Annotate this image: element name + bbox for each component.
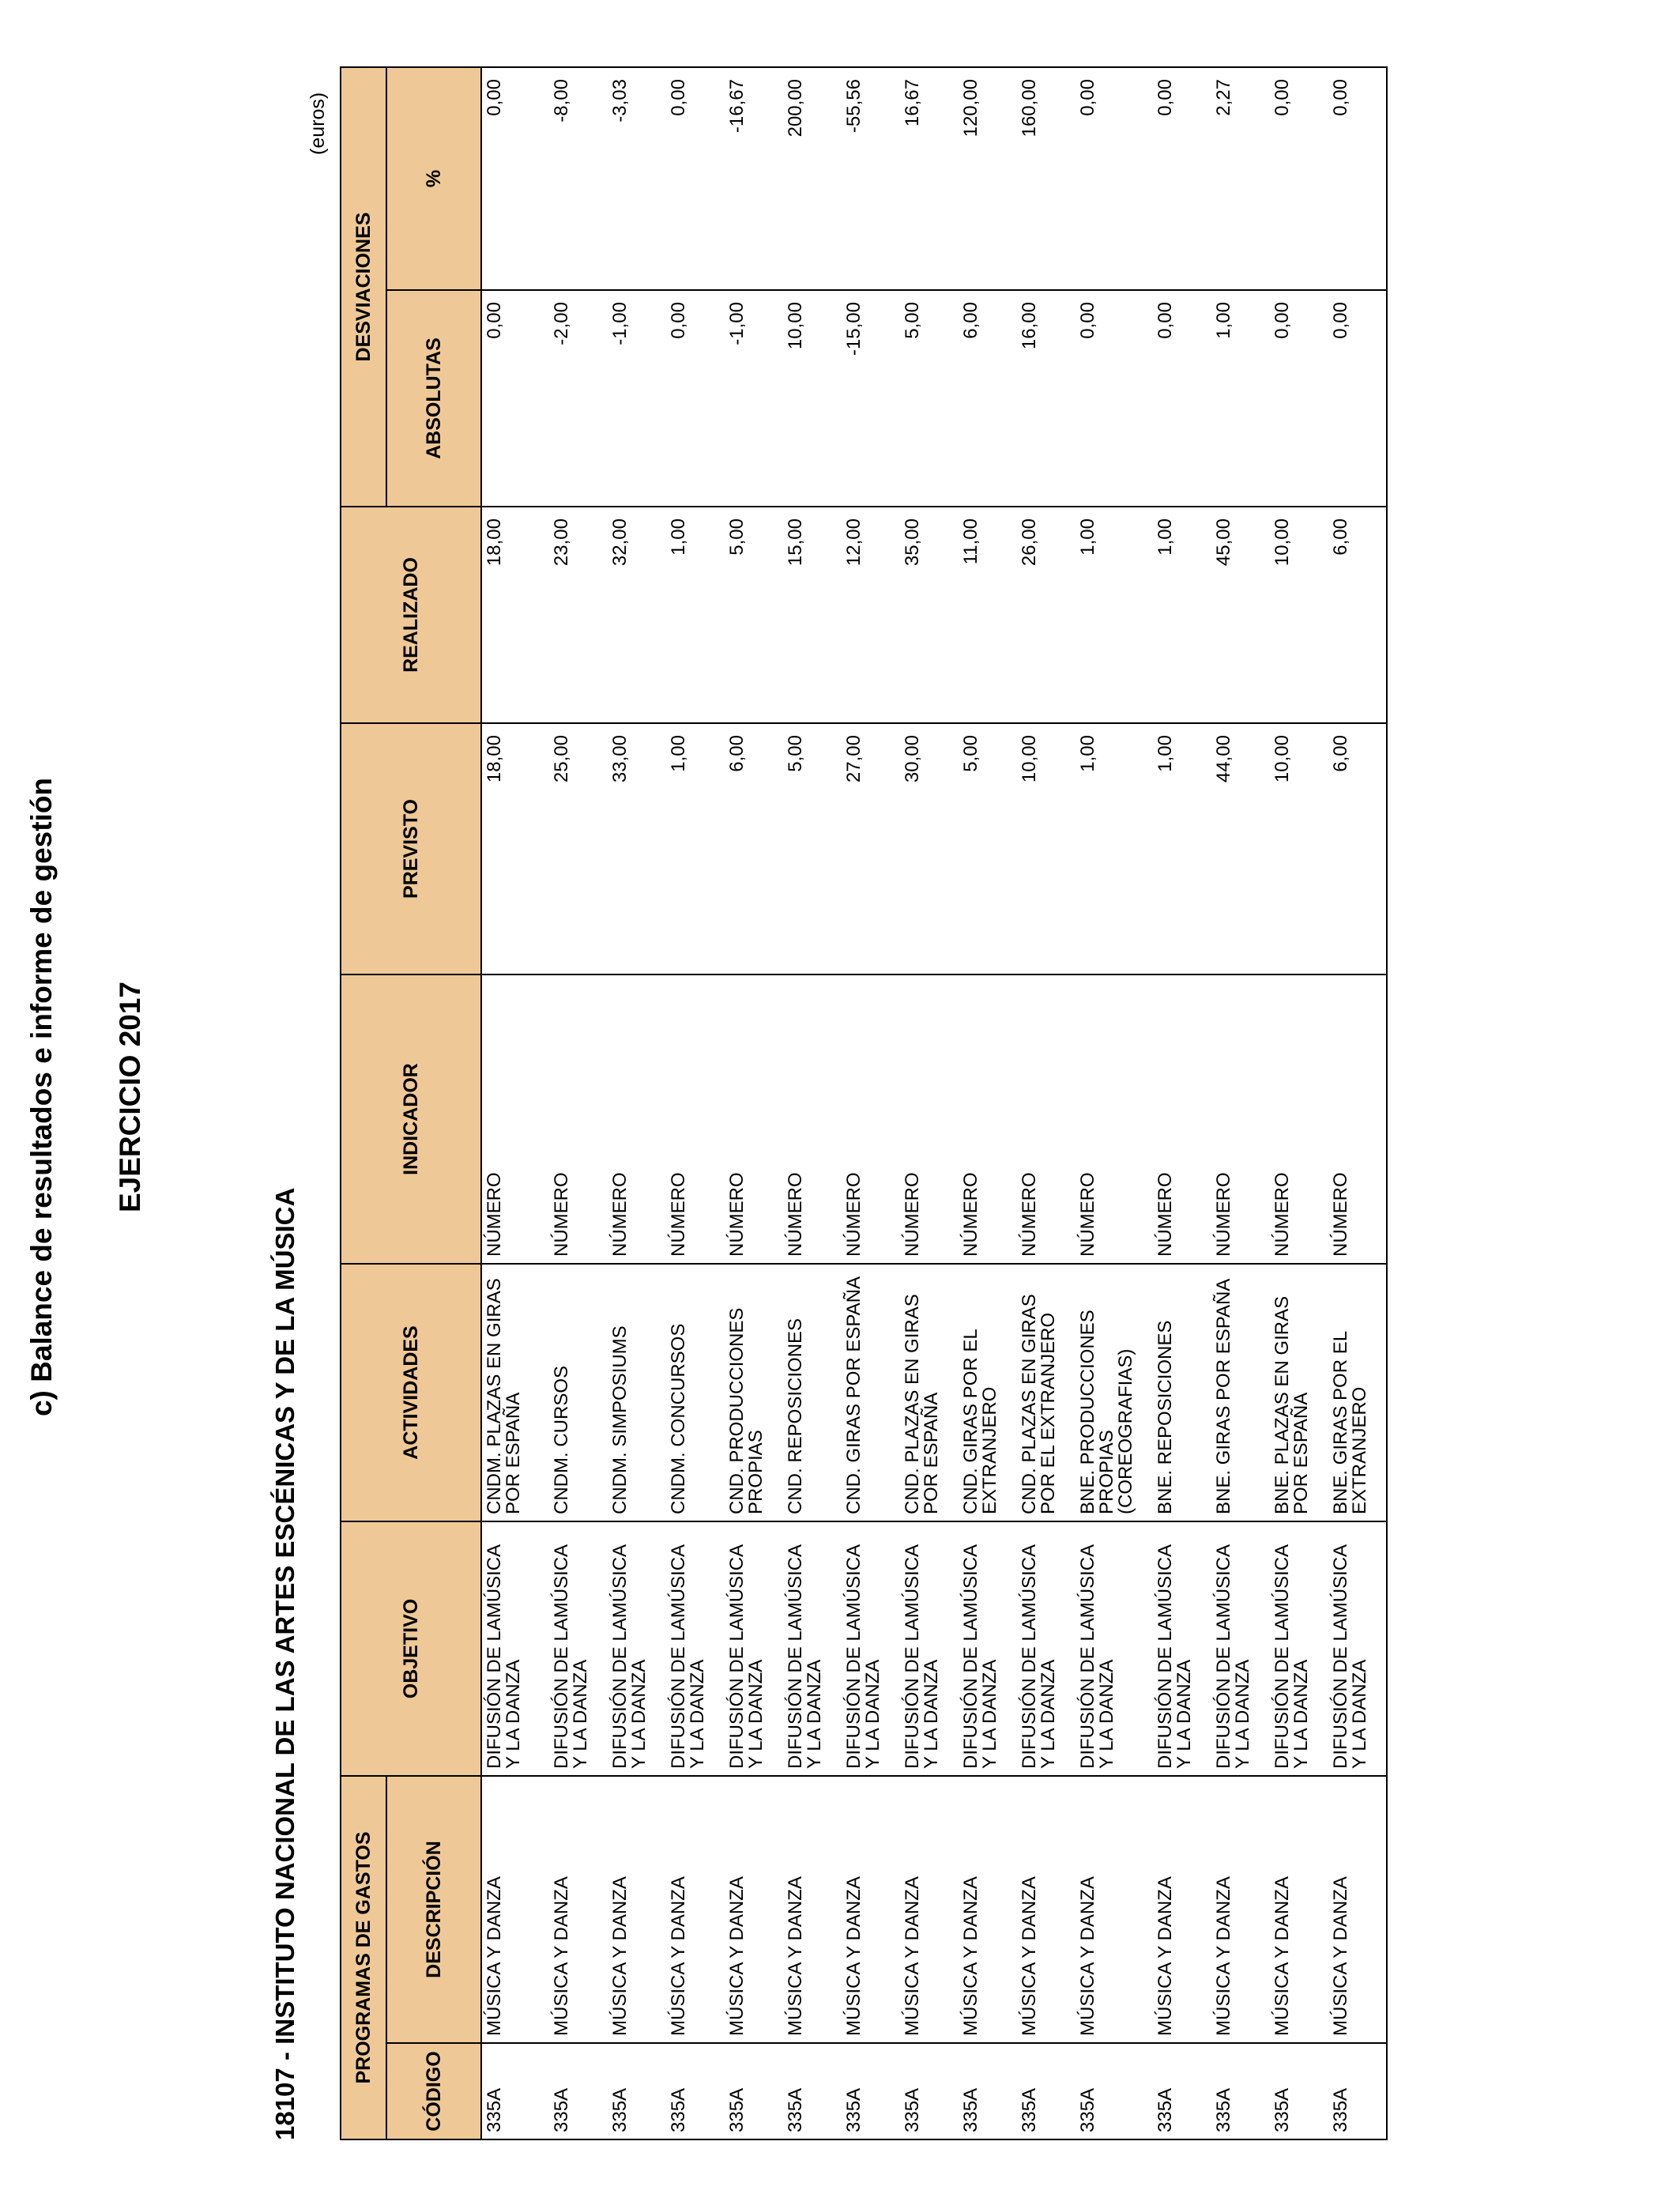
table-row: [783, 67, 842, 2139]
cell-actividades: CND. PLAZAS EN GIRAS POR EL EXTRANJERO: [1017, 1264, 1075, 1521]
cell-actividades: BNE. GIRAS POR ESPAÑA: [1211, 1264, 1270, 1521]
cell-actividades: BNE. PLAZAS EN GIRAS POR ESPAÑA: [1270, 1264, 1328, 1521]
cell-porcentaje: 200,00: [783, 67, 842, 290]
cell-actividades: CND. GIRAS POR ESPAÑA: [842, 1264, 900, 1521]
cell-realizado: 18,00: [481, 507, 549, 723]
cell-realizado: 35,00: [900, 507, 959, 723]
cell-descripcion: MÚSICA Y DANZA: [1211, 1776, 1270, 2043]
cell-actividades: CND. GIRAS POR EL EXTRANJERO: [959, 1264, 1017, 1521]
cell-porcentaje: 0,00: [1153, 67, 1211, 290]
cell-descripcion: MÚSICA Y DANZA: [608, 1776, 666, 2043]
cell-porcentaje: -8,00: [549, 67, 608, 290]
cell-previsto: 6,00: [1328, 723, 1387, 974]
cell-realizado: 1,00: [666, 507, 725, 723]
cell-realizado: 26,00: [1017, 507, 1075, 723]
cell-objetivo: DIFUSIÓN DE LAMÚSICA Y LA DANZA: [900, 1521, 959, 1776]
cell-codigo: 335A: [1017, 2043, 1075, 2139]
cell-descripcion: MÚSICA Y DANZA: [725, 1776, 783, 2043]
table-row: [1017, 67, 1075, 2139]
unit-label: (euros): [307, 92, 329, 155]
cell-absolutas: 16,00: [1017, 290, 1075, 507]
cell-absolutas: 5,00: [900, 290, 959, 507]
cell-indicador: NÚMERO: [481, 974, 549, 1264]
cell-descripcion: MÚSICA Y DANZA: [549, 1776, 608, 2043]
table-body: [481, 67, 1387, 2139]
cell-previsto: 18,00: [481, 723, 549, 974]
table-row: [481, 67, 549, 2139]
cell-actividades: CNDM. CONCURSOS: [666, 1264, 725, 1521]
table-row: [900, 67, 959, 2139]
cell-codigo: 335A: [783, 2043, 842, 2139]
cell-absolutas: 0,00: [1153, 290, 1211, 507]
cell-descripcion: MÚSICA Y DANZA: [783, 1776, 842, 2043]
cell-actividades: BNE. GIRAS POR EL EXTRANJERO: [1328, 1264, 1387, 1521]
cell-realizado: 12,00: [842, 507, 900, 723]
cell-objetivo: DIFUSIÓN DE LAMÚSICA Y LA DANZA: [1328, 1521, 1387, 1776]
cell-actividades: CNDM. SIMPOSIUMS: [608, 1264, 666, 1521]
header-codigo: CÓDIGO: [386, 2043, 481, 2139]
cell-absolutas: -2,00: [549, 290, 608, 507]
cell-absolutas: 0,00: [1270, 290, 1328, 507]
cell-descripcion: MÚSICA Y DANZA: [1075, 1776, 1153, 2043]
cell-indicador: NÚMERO: [1270, 974, 1328, 1264]
table-row: [959, 67, 1017, 2139]
cell-actividades: CND. PLAZAS EN GIRAS POR ESPAÑA: [900, 1264, 959, 1521]
cell-indicador: NÚMERO: [959, 974, 1017, 1264]
cell-codigo: 335A: [725, 2043, 783, 2139]
cell-absolutas: 0,00: [1075, 290, 1153, 507]
cell-objetivo: DIFUSIÓN DE LAMÚSICA Y LA DANZA: [959, 1521, 1017, 1776]
cell-porcentaje: 160,00: [1017, 67, 1075, 290]
cell-codigo: 335A: [842, 2043, 900, 2139]
cell-objetivo: DIFUSIÓN DE LAMÚSICA Y LA DANZA: [666, 1521, 725, 1776]
header-realizado: REALIZADO: [341, 507, 481, 723]
cell-codigo: 335A: [1270, 2043, 1328, 2139]
header-indicador: INDICADOR: [341, 974, 481, 1264]
cell-realizado: 5,00: [725, 507, 783, 723]
header-actividades: ACTIVIDADES: [341, 1264, 481, 1521]
cell-objetivo: DIFUSIÓN DE LAMÚSICA Y LA DANZA: [842, 1521, 900, 1776]
header-absolutas: ABSOLUTAS: [386, 290, 481, 507]
cell-indicador: NÚMERO: [608, 974, 666, 1264]
cell-codigo: 335A: [549, 2043, 608, 2139]
cell-objetivo: DIFUSIÓN DE LAMÚSICA Y LA DANZA: [1153, 1521, 1211, 1776]
entity-title: 18107 - INSTITUTO NACIONAL DE LAS ARTES ESCÉNICAS Y DE LA MÚSICA: [270, 1187, 299, 2140]
cell-absolutas: 0,00: [666, 290, 725, 507]
cell-porcentaje: -55,56: [842, 67, 900, 290]
cell-porcentaje: 0,00: [481, 67, 549, 290]
cell-previsto: 5,00: [959, 723, 1017, 974]
cell-indicador: NÚMERO: [1211, 974, 1270, 1264]
cell-porcentaje: 0,00: [1270, 67, 1328, 290]
cell-indicador: NÚMERO: [1328, 974, 1387, 1264]
cell-previsto: 1,00: [1075, 723, 1153, 974]
cell-realizado: 32,00: [608, 507, 666, 723]
cell-objetivo: DIFUSIÓN DE LAMÚSICA Y LA DANZA: [608, 1521, 666, 1776]
cell-porcentaje: 2,27: [1211, 67, 1270, 290]
table-row: [725, 67, 783, 2139]
cell-porcentaje: 0,00: [666, 67, 725, 290]
cell-objetivo: DIFUSIÓN DE LAMÚSICA Y LA DANZA: [1017, 1521, 1075, 1776]
cell-actividades: CNDM. CURSOS: [549, 1264, 608, 1521]
cell-descripcion: MÚSICA Y DANZA: [1017, 1776, 1075, 2043]
cell-descripcion: MÚSICA Y DANZA: [1270, 1776, 1328, 2043]
table-row: [1211, 67, 1270, 2139]
cell-indicador: NÚMERO: [1153, 974, 1211, 1264]
cell-absolutas: 1,00: [1211, 290, 1270, 507]
group-header-programas: PROGRAMAS DE GASTOS: [341, 1776, 386, 2139]
header-porcentaje: %: [386, 67, 481, 290]
cell-absolutas: 6,00: [959, 290, 1017, 507]
cell-realizado: 1,00: [1153, 507, 1211, 723]
cell-objetivo: DIFUSIÓN DE LAMÚSICA Y LA DANZA: [1211, 1521, 1270, 1776]
cell-previsto: 1,00: [1153, 723, 1211, 974]
cell-realizado: 23,00: [549, 507, 608, 723]
cell-absolutas: 10,00: [783, 290, 842, 507]
cell-objetivo: DIFUSIÓN DE LAMÚSICA Y LA DANZA: [725, 1521, 783, 1776]
table-row: [1328, 67, 1387, 2139]
cell-previsto: 5,00: [783, 723, 842, 974]
cell-previsto: 1,00: [666, 723, 725, 974]
cell-descripcion: MÚSICA Y DANZA: [900, 1776, 959, 2043]
table-row: [549, 67, 608, 2139]
cell-actividades: CND. PRODUCCIONES PROPIAS: [725, 1264, 783, 1521]
cell-descripcion: MÚSICA Y DANZA: [481, 1776, 549, 2043]
cell-actividades: CND. REPOSICIONES: [783, 1264, 842, 1521]
cell-indicador: NÚMERO: [549, 974, 608, 1264]
cell-objetivo: DIFUSIÓN DE LAMÚSICA Y LA DANZA: [1075, 1521, 1153, 1776]
cell-porcentaje: 0,00: [1075, 67, 1153, 290]
cell-actividades: CNDM. PLAZAS EN GIRAS POR ESPAÑA: [481, 1264, 549, 1521]
cell-absolutas: 0,00: [481, 290, 549, 507]
cell-objetivo: DIFUSIÓN DE LAMÚSICA Y LA DANZA: [783, 1521, 842, 1776]
cell-previsto: 33,00: [608, 723, 666, 974]
cell-indicador: NÚMERO: [900, 974, 959, 1264]
cell-realizado: 10,00: [1270, 507, 1328, 723]
cell-codigo: 335A: [481, 2043, 549, 2139]
table-row: [842, 67, 900, 2139]
cell-realizado: 1,00: [1075, 507, 1153, 723]
cell-absolutas: -1,00: [608, 290, 666, 507]
cell-actividades: BNE. PRODUCCIONES PROPIAS (COREOGRAFIAS): [1075, 1264, 1153, 1521]
table-row: [1075, 67, 1153, 2139]
header-objetivo: OBJETIVO: [341, 1521, 481, 1776]
cell-descripcion: MÚSICA Y DANZA: [666, 1776, 725, 2043]
cell-indicador: NÚMERO: [842, 974, 900, 1264]
cell-absolutas: 0,00: [1328, 290, 1387, 507]
cell-codigo: 335A: [1075, 2043, 1153, 2139]
cell-previsto: 6,00: [725, 723, 783, 974]
cell-realizado: 15,00: [783, 507, 842, 723]
group-header-desviaciones: DESVIACIONES: [341, 67, 386, 507]
cell-previsto: 27,00: [842, 723, 900, 974]
section-title: c) Balance de resultados e informe de gestión: [25, 777, 58, 1417]
cell-indicador: NÚMERO: [666, 974, 725, 1264]
table-row: [1153, 67, 1211, 2139]
cell-indicador: NÚMERO: [783, 974, 842, 1264]
cell-descripcion: MÚSICA Y DANZA: [842, 1776, 900, 2043]
cell-codigo: 335A: [1153, 2043, 1211, 2139]
cell-absolutas: -1,00: [725, 290, 783, 507]
cell-descripcion: MÚSICA Y DANZA: [959, 1776, 1017, 2043]
cell-realizado: 11,00: [959, 507, 1017, 723]
cell-absolutas: -15,00: [842, 290, 900, 507]
cell-porcentaje: -16,67: [725, 67, 783, 290]
cell-indicador: NÚMERO: [1075, 974, 1153, 1264]
cell-realizado: 45,00: [1211, 507, 1270, 723]
cell-porcentaje: -3,03: [608, 67, 666, 290]
report-table: [340, 66, 1388, 2140]
table-row: [608, 67, 666, 2139]
cell-codigo: 335A: [1328, 2043, 1387, 2139]
cell-descripcion: MÚSICA Y DANZA: [1328, 1776, 1387, 2043]
cell-porcentaje: 120,00: [959, 67, 1017, 290]
cell-descripcion: MÚSICA Y DANZA: [1153, 1776, 1211, 2043]
cell-previsto: 30,00: [900, 723, 959, 974]
header-previsto: PREVISTO: [341, 723, 481, 974]
cell-codigo: 335A: [666, 2043, 725, 2139]
cell-objetivo: DIFUSIÓN DE LAMÚSICA Y LA DANZA: [549, 1521, 608, 1776]
table-row: [666, 67, 725, 2139]
cell-previsto: 10,00: [1270, 723, 1328, 974]
cell-porcentaje: 16,67: [900, 67, 959, 290]
cell-codigo: 335A: [608, 2043, 666, 2139]
cell-porcentaje: 0,00: [1328, 67, 1387, 290]
header-descripcion: DESCRIPCIÓN: [386, 1776, 481, 2043]
cell-codigo: 335A: [900, 2043, 959, 2139]
cell-codigo: 335A: [959, 2043, 1017, 2139]
cell-codigo: 335A: [1211, 2043, 1270, 2139]
cell-realizado: 6,00: [1328, 507, 1387, 723]
cell-previsto: 44,00: [1211, 723, 1270, 974]
cell-actividades: BNE. REPOSICIONES: [1153, 1264, 1211, 1521]
table-row: [1270, 67, 1328, 2139]
cell-objetivo: DIFUSIÓN DE LAMÚSICA Y LA DANZA: [1270, 1521, 1328, 1776]
year-title: EJERCICIO 2017: [114, 981, 146, 1213]
cell-objetivo: DIFUSIÓN DE LAMÚSICA Y LA DANZA: [481, 1521, 549, 1776]
cell-previsto: 25,00: [549, 723, 608, 974]
cell-previsto: 10,00: [1017, 723, 1075, 974]
cell-indicador: NÚMERO: [1017, 974, 1075, 1264]
cell-indicador: NÚMERO: [725, 974, 783, 1264]
